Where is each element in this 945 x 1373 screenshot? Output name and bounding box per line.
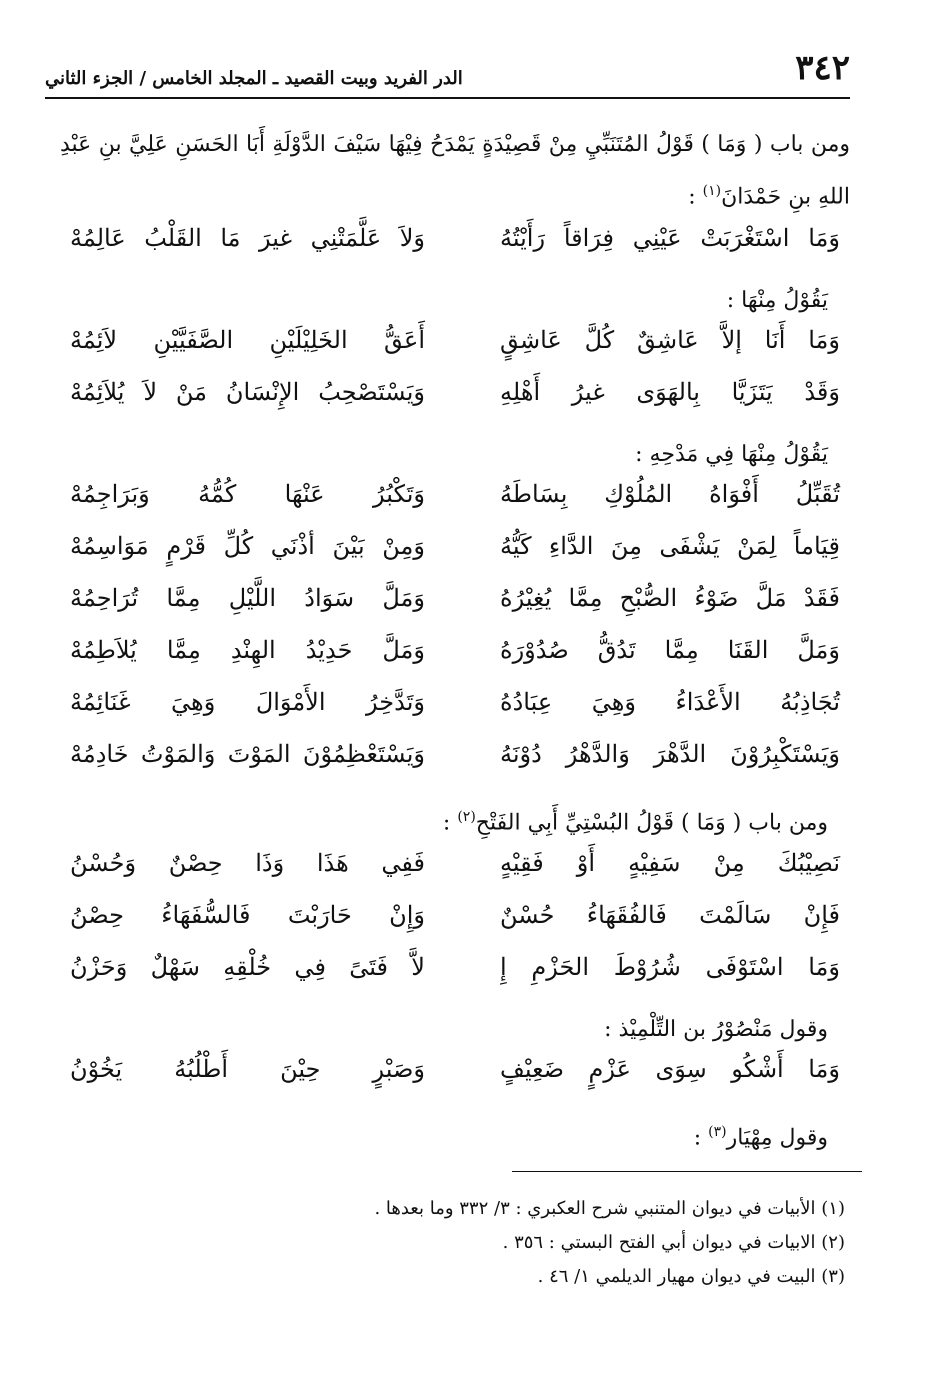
intro-colon: :	[688, 184, 703, 210]
running-title: الدر الفريد وبيت القصيد ـ المجلد الخامس / الجزء الثاني	[45, 68, 463, 89]
verse-first-hemistich: وَمَا أَشْكُو سِوَى عَزْمٍ ضَعِيْفٍ	[500, 1054, 840, 1083]
footnote-3: (٣) البيت في ديوان مهيار الديلمي ١/ ٤٦ .	[537, 1266, 845, 1287]
verse-first-hemistich: وَقَدْ يَتَزَيَّا بِالهَوَى غيرُ أَهْلِهِ	[500, 378, 840, 407]
verse-second-hemistich: وَمَلَّ حَدِيْدُ الهِنْدِ مِمَّا يُلاَطِمُهْ	[70, 636, 425, 665]
verse-line	[60, 740, 850, 792]
section-label: يَقُوْلُ مِنْهَا فِي مَدْحِهِ :	[635, 442, 828, 468]
footnotes	[145, 1192, 845, 1294]
verse-line	[60, 224, 850, 276]
verse-second-hemistich: وَلاَ عَلَّمَتْنِي غيرَ مَا القَلْبُ عَالِمُهْ	[70, 224, 425, 253]
verse-second-hemistich: وَمِنْ بَيْنَ أذْنَي كُلِّ قَرْمٍ مَوَاسِمُهْ	[70, 532, 425, 561]
verse-first-hemistich: وَمَا اسْتَغْرَبَتْ عَيْنِي فِرَاقاً رَأَيْتُهُ	[500, 224, 840, 253]
verse-first-hemistich: وَمَا اسْتَوْفَى شُرُوْطَ الحَزْمِ إِ	[500, 952, 840, 981]
verse-second-hemistich: فَفِي هَذَا وَذَا حِصْنٌ وَحُسْنُ	[70, 848, 425, 877]
verse-first-hemistich: وَمَلَّ القَنَا مِمَّا تَدُقُّ صُدُوْرَهُ	[500, 636, 840, 665]
verse-first-hemistich: فَإِنْ سَالَمْتَ فَالفُقَهَاءُ حُسْنٌ	[500, 900, 840, 929]
header-rule	[45, 97, 850, 99]
verse-first-hemistich: وَمَا أَنَا إلاَّ عَاشِقٌ كُلَّ عَاشِقٍ	[500, 326, 840, 355]
verse-line	[60, 849, 850, 901]
page-header	[45, 40, 850, 96]
page-number: ٣٤٢	[795, 48, 850, 88]
verse-first-hemistich: نَصِيْبُكَ مِنْ سَفِيْهٍ أَوْ فَقِيْهٍ	[500, 848, 840, 877]
verse-line	[60, 480, 850, 532]
footnote-2: (٢) الابيات في ديوان أبي الفتح البستي : ٣٥٦ .	[502, 1232, 845, 1253]
verse-line	[60, 1055, 850, 1107]
verse-first-hemistich: تُقَبِّلُ أَفْوَاهُ المُلُوْكِ بِسَاطَهُ	[500, 480, 840, 509]
section-label: وقول مَنْصُوْرُ بن التِّلْمِيْذ :	[604, 1016, 828, 1042]
verse-line	[60, 688, 850, 740]
verse-second-hemistich: لاَّ فَتَىً فِي خُلْقِهِ سَهْلٌ وَحَزْنُ	[70, 952, 425, 981]
verse-second-hemistich: وَإِنْ حَارَبْتَ فَالسُّفَهَاءُ حِصْنُ	[70, 900, 425, 929]
intro-text: ومن باب ( وَمَا ) قَوْلُ المُتَنَبِّيِ مِنْ قَصِيْدَةٍ يَمْدَحُ فِيْهَا سَيْفَ الدَّوْلَةِ أَبَا الحَسَنِ عَلِيَّ بنِ عَبْدِ اللهِ بنِ حَمْدَانَ	[60, 132, 850, 210]
verse-second-hemistich: وَيَسْتَصْحِبُ الإِنْسَانُ مَنْ لاَ يُلاَئِمُهْ	[70, 378, 425, 407]
verse-first-hemistich: فَقَدْ مَلَّ ضَوْءُ الصُّبْحِ مِمَّا يُغِيْرُهُ	[500, 584, 840, 613]
verse-first-hemistich: تُجَاذِبُهُ الأَعْدَاءُ وَهِيَ عِبَادُهُ	[500, 688, 840, 717]
intro-paragraph-mutanabbi	[60, 122, 850, 220]
intro-text: وقول مِهْيَار	[726, 1124, 828, 1150]
footnote-1: (١) الأبيات في ديوان المتنبي شرح العكبري : ٣/ ٣٣٢ وما بعدها .	[374, 1198, 845, 1219]
intro-colon: :	[693, 1124, 709, 1150]
verse-second-hemistich: وَصَبْرٍ حِيْنَ أَطْلُبُهُ يَخُوْنُ	[70, 1054, 425, 1083]
verse-first-hemistich: قِيَاماً لِمَنْ يَشْفَى مِنَ الدَّاءِ كَيُّهُ	[500, 532, 840, 561]
intro-text: ومن باب ( وَمَا ) قَوْلُ البُسْتِيِّ أَبِي الفَتْحِ	[475, 810, 828, 836]
page-body	[60, 122, 850, 1163]
footnote-ref-2: (٢)	[457, 809, 476, 826]
footnote-ref-1: (١)	[702, 183, 722, 199]
verse-line	[60, 532, 850, 584]
verse-line	[60, 378, 850, 430]
verse-second-hemistich: وَيَسْتَعْظِمُوْنَ المَوْتَ وَالمَوْتُ خَادِمُهْ	[70, 740, 425, 769]
footnote-ref-3: (٣)	[708, 1123, 727, 1140]
verse-line	[60, 901, 850, 953]
verse-line	[60, 326, 850, 378]
verse-second-hemistich: وَتَدَّخِرُ الأَمْوَالَ وَهِيَ غَنَائِمُهْ	[70, 688, 425, 717]
intro-paragraph-mihyar	[60, 1107, 828, 1163]
intro-colon: :	[442, 810, 458, 836]
verse-first-hemistich: وَيَسْتَكْبِرُوْنَ الدَّهْرَ وَالدَّهْرُ دُوْنَهُ	[500, 740, 840, 769]
verse-line	[60, 953, 850, 1005]
verse-second-hemistich: وَمَلَّ سَوَادُ اللَّيْلِ مِمَّا تُرَاحِمُهْ	[70, 584, 425, 613]
verse-second-hemistich: وَتَكْبُرُ عَنْهَا كُمُّهُ وَبَرَاجِمُهْ	[70, 480, 425, 509]
verse-second-hemistich: أَعَقُّ الخَلِيْلَيْنِ الصَّفَيَّيْنِ لاَئِمُهْ	[70, 326, 425, 355]
verse-line	[60, 584, 850, 636]
section-label: يَقُوْلُ مِنْهَا :	[726, 288, 828, 314]
intro-paragraph-busti	[60, 792, 828, 848]
verse-line	[60, 636, 850, 688]
footnote-rule	[512, 1171, 862, 1172]
